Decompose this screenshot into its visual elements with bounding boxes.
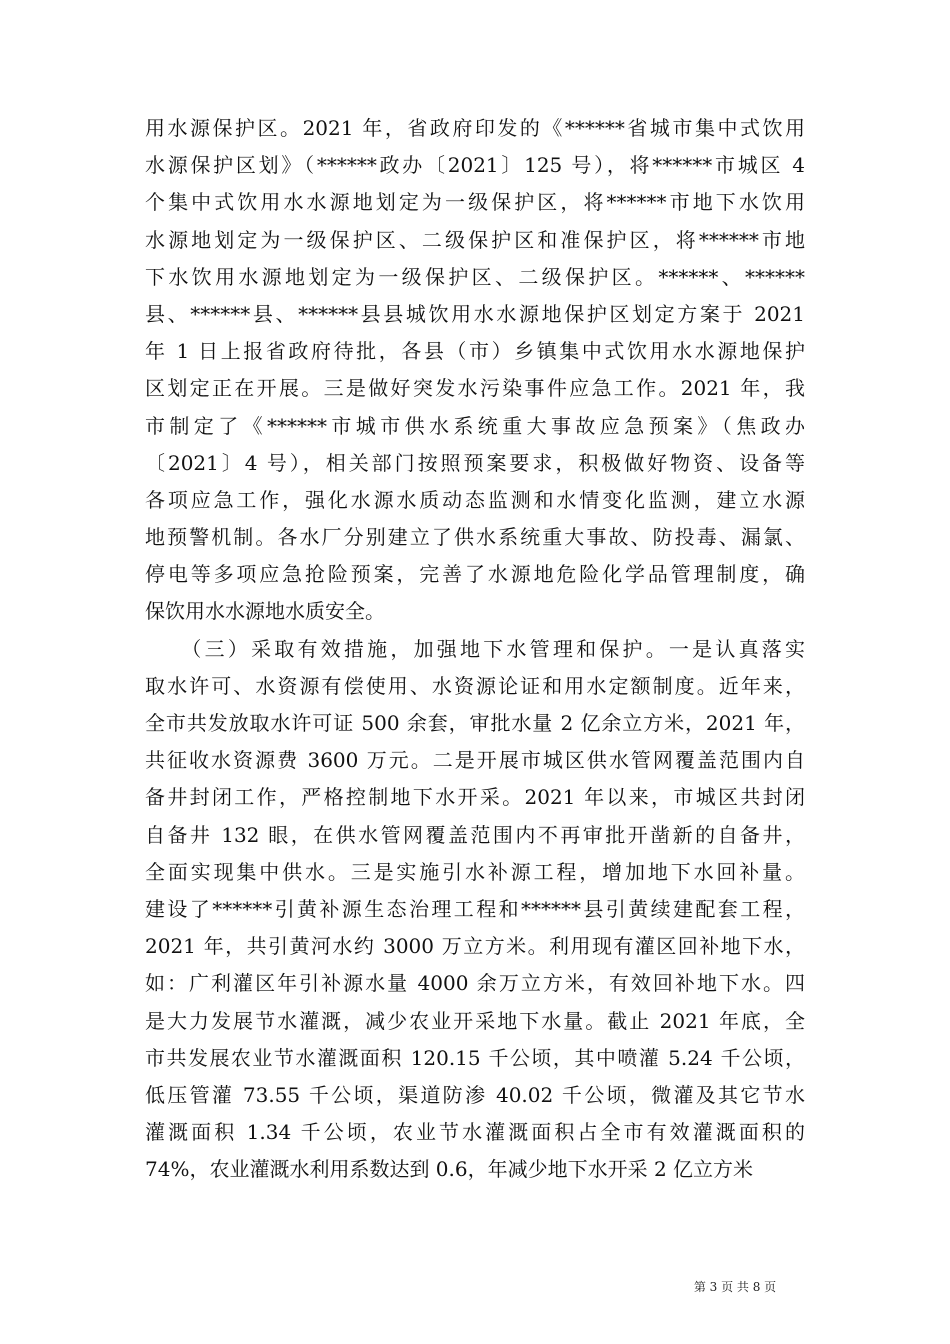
text-line: 市制定了《******市城市供水系统重大事故应急预案》（焦政办	[145, 413, 805, 438]
text-line: 用水源保护区。2021 年，省政府印发的《******省城市集中式饮用	[145, 116, 805, 140]
body-text	[145, 110, 805, 1188]
text-line: 74%，农业灌溉水利用系数达到 0.6，年减少地下水开采 2 亿立方米	[145, 1157, 754, 1182]
text-line: 地预警机制。各水厂分别建立了供水系统重大事故、防投毒、漏氯、	[145, 525, 805, 550]
text-line: 取水许可、水资源有偿使用、水资源论证和用水定额制度。近年来，	[145, 673, 805, 698]
text-line: 停电等多项应急抢险预案，完善了水源地危险化学品管理制度，确	[145, 562, 805, 587]
text-line: 水源地划定为一级保护区、二级保护区和准保护区，将******市地	[145, 227, 805, 252]
text-line: 县、******县、******县县城饮用水水源地保护区划定方案于 2021	[145, 301, 805, 326]
text-line: 全市共发放取水许可证 500 余套，审批水量 2 亿余立方米，2021 年，	[145, 711, 805, 735]
text-line: 灌溉面积 1.34 千公顷，农业节水灌溉面积占全市有效灌溉面积的	[145, 1120, 805, 1145]
text-line: 下水饮用水源地划定为一级保护区、二级保护区。******、******	[145, 264, 805, 289]
text-line: 市共发展农业节水灌溉面积 120.15 千公顷，其中喷灌 5.24 千公顷，	[145, 1045, 805, 1070]
text-line: 是大力发展节水灌溉，减少农业开采地下水量。截止 2021 年底，全	[145, 1008, 805, 1033]
text-line: 各项应急工作，强化水源水质动态监测和水情变化监测，建立水源	[145, 487, 805, 512]
text-line: 全面实现集中供水。三是实施引水补源工程，增加地下水回补量。	[145, 859, 805, 884]
text-line: 共征收水资源费 3600 万元。二是开展市城区供水管网覆盖范围内自	[145, 748, 805, 773]
text-line: 个集中式饮用水水源地划定为一级保护区，将******市地下水饮用	[145, 190, 805, 215]
text-line: 2021 年，共引黄河水约 3000 万立方米。利用现有灌区回补地下水，	[145, 934, 805, 959]
text-line: 年 1 日上报省政府待批，各县（市）乡镇集中式饮用水水源地保护	[145, 339, 805, 364]
text-line: 备井封闭工作，严格控制地下水开采。2021 年以来，市城区共封闭	[145, 785, 805, 810]
text-line: 保饮用水水源地水质安全。	[145, 599, 385, 624]
text-line: 低压管灌 73.55 千公顷，渠道防渗 40.02 千公顷，微灌及其它节水	[145, 1082, 805, 1107]
text-line: 区划定正在开展。三是做好突发水污染事件应急工作。2021 年，我	[145, 376, 805, 401]
text-line: 〔2021〕4 号），相关部门按照预案要求，积极做好物资、设备等	[145, 450, 805, 475]
text-line: 自备井 132 眼，在供水管网覆盖范围内不再审批开凿新的自备井，	[145, 822, 805, 847]
page-footer: 第 3 页 共 8 页	[693, 1280, 777, 1294]
text-line: 如：广利灌区年引补源水量 4000 余万立方米，有效回补地下水。四	[145, 971, 805, 996]
text-line: 水源保护区划》（******政办〔2021〕125 号），将******市城区 4	[145, 153, 805, 178]
text-line: 建设了******引黄补源生态治理工程和******县引黄续建配套工程，	[145, 896, 805, 921]
text-line: （三）采取有效措施，加强地下水管理和保护。一是认真落实	[145, 636, 805, 661]
